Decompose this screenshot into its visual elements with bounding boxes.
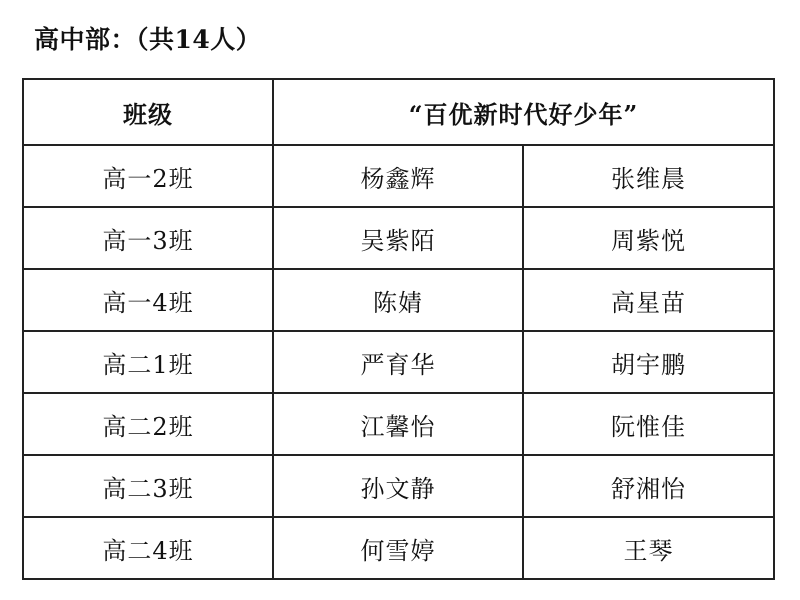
header-class: 班级 bbox=[23, 79, 273, 145]
student-name-cell: 吴紫陌 bbox=[273, 207, 523, 269]
table-row bbox=[23, 331, 774, 393]
honor-roll-table bbox=[22, 78, 775, 580]
table-row bbox=[23, 517, 774, 579]
student-name-cell: 阮惟佳 bbox=[523, 393, 774, 455]
student-name-cell: 王琴 bbox=[523, 517, 774, 579]
student-name-cell: 陈婧 bbox=[273, 269, 523, 331]
student-name-cell: 胡宇鹏 bbox=[523, 331, 774, 393]
header-award: “百优新时代好少年” bbox=[273, 79, 774, 145]
section-title: 高中部：（共14人） bbox=[34, 25, 262, 54]
class-cell: 高二3班 bbox=[23, 455, 273, 517]
student-name-cell: 孙文静 bbox=[273, 455, 523, 517]
table-row bbox=[23, 269, 774, 331]
student-name-cell: 周紫悦 bbox=[523, 207, 774, 269]
class-cell: 高一4班 bbox=[23, 269, 273, 331]
class-cell: 高二2班 bbox=[23, 393, 273, 455]
class-cell: 高一2班 bbox=[23, 145, 273, 207]
student-name-cell: 严育华 bbox=[273, 331, 523, 393]
table-row bbox=[23, 393, 774, 455]
class-cell: 高二1班 bbox=[23, 331, 273, 393]
table-row bbox=[23, 207, 774, 269]
table-row bbox=[23, 145, 774, 207]
student-name-cell: 张维晨 bbox=[523, 145, 774, 207]
student-name-cell: 江馨怡 bbox=[273, 393, 523, 455]
student-name-cell: 高星苗 bbox=[523, 269, 774, 331]
student-name-cell: 杨鑫辉 bbox=[273, 145, 523, 207]
class-cell: 高二4班 bbox=[23, 517, 273, 579]
student-name-cell: 舒湘怡 bbox=[523, 455, 774, 517]
table-header-row bbox=[23, 79, 774, 145]
class-cell: 高一3班 bbox=[23, 207, 273, 269]
student-name-cell: 何雪婷 bbox=[273, 517, 523, 579]
table-row bbox=[23, 455, 774, 517]
